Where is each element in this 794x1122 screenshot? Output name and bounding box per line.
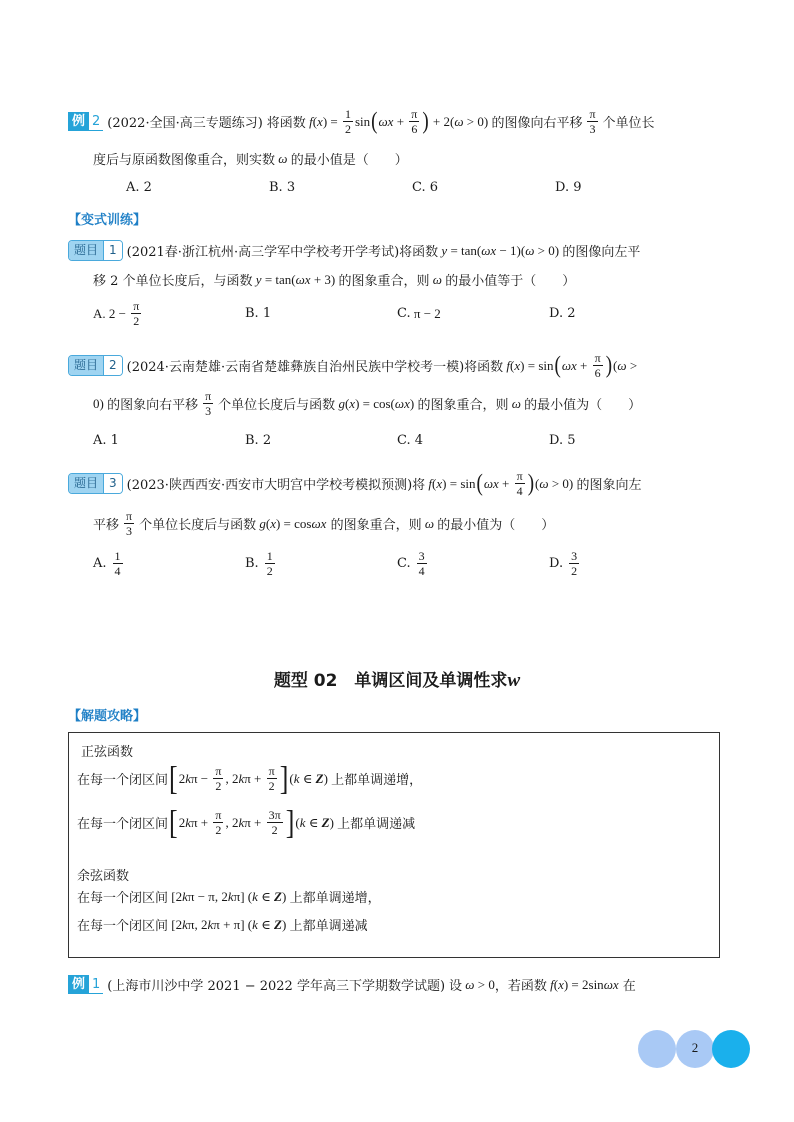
option-d: D. 2 — [549, 306, 576, 321]
option-b: B. 3 — [269, 180, 296, 195]
cosine-title: 余弦函数 — [77, 869, 130, 884]
section-title: 题型 02 单调区间及单调性求w — [273, 670, 521, 691]
example-1-line-1: 例 1 (上海市川沙中学 2021 − 2022 学年高三下学期数学试题) 设 ω > 0 ，若函数 f ( x ) = 2sin ωx 在 — [68, 975, 636, 994]
footer-circle-left — [638, 1030, 676, 1068]
option-a: A. 2 − $\frac{\pi}{2}$ — [93, 299, 140, 328]
option-b: B. $\frac{1}{2}$ — [245, 549, 273, 578]
cosine-decreasing-line: 在每一个闭区间 [2 k π, 2 k π + π] ( k ∈ Z ) 上都单调递减 — [77, 916, 368, 934]
strategy-heading: 【解题攻略】 — [68, 709, 147, 724]
question-1-line-1: 题目 1 (2021春·浙江杭州·高三学军中学校考开学考试) 将函数 y = tan( ωx − 1)( ω > 0) 的图像向左平 — [68, 240, 640, 261]
question-3-options — [93, 550, 701, 577]
option-a: A. 2 — [126, 180, 152, 195]
option-d: D. 5 — [549, 433, 576, 448]
question-badge: 题目 2 — [68, 355, 123, 376]
example-badge: 例 1 — [68, 975, 103, 994]
variant-training-heading: 【变式训练】 — [68, 213, 147, 228]
example-source: (2022·全国·高三专题练习) — [107, 116, 263, 131]
question-2-options — [93, 433, 701, 448]
question-badge: 题目 1 — [68, 240, 123, 261]
question-2-line-2: 0) 的图象向右平移 $\frac{\pi}{3}$ 个单位长度后与函数 g ( x ) = cos( ωx ) 的图象重合，则 ω 的最小值为（ ） — [93, 389, 642, 418]
option-c: C. $\frac{3}{4}$ — [397, 549, 425, 578]
example-2-line-2: 度后与原函数图像重合，则实数 ω 的最小值是（ ） — [93, 150, 408, 168]
question-3-line-1: 题目 3 (2023·陕西西安·西安市大明宫中学校考模拟预测) 将 f ( x ) = sin ( ωx + $\frac{\pi}{4}$ ) ( ω > 0) 的图象向左 — [68, 470, 642, 497]
question-2-line-1: 题目 2 (2024·云南楚雄·云南省楚雄彝族自治州民族中学校考一模) 将函数 f ( x ) = sin ( ωx + $\frac{\pi}{6}$ ) ( ω > — [68, 352, 637, 379]
sine-decreasing-line: 在每一个闭区间 [ 2 k π + $\frac{\pi}{2}$ , 2 k π + $\frac{3\pi}{2}$ ] ( k ∈ Z ) 上都单调递减 — [77, 803, 416, 841]
sine-title: 正弦函数 — [81, 745, 134, 760]
question-3-line-2: 平移 $\frac{\pi}{3}$ 个单位长度后与函数 g ( x ) = cos ωx 的图象重合，则 ω 的最小值为（ ） — [93, 509, 555, 538]
option-c: C. 4 — [397, 433, 424, 448]
example-2-line-1: 例 2 (2022·全国·高三专题练习) 将函数 f ( x ) = $\frac{1}{2}$ sin ( ωx + $\frac{\pi}{6}$ ) + 2( ω > 0) 的图像向右平移 $\frac{\pi}{3}$ 个单位长 — [68, 108, 655, 135]
option-c: C. π − 2 — [397, 305, 441, 321]
question-1-options — [93, 300, 701, 327]
page-number: 2 — [691, 1040, 699, 1055]
example-badge: 例 2 — [68, 112, 103, 131]
question-1-line-2: 移 2 个单位长度后，与函数 y = tan( ωx + 3) 的图象重合，则 ω 的最小值等于（ ） — [93, 271, 576, 289]
cosine-increasing-line: 在每一个闭区间 [2 k π − π, 2 k π] ( k ∈ Z ) 上都单调递增， — [77, 888, 381, 906]
strategy-box — [68, 732, 720, 958]
option-b: B. 1 — [245, 306, 272, 321]
footer-circle-right — [712, 1030, 750, 1068]
sine-increasing-line: 在每一个闭区间 [ 2 k π − $\frac{\pi}{2}$ , 2 k π + $\frac{\pi}{2}$ ] ( k ∈ Z ) 上都单调递增， — [77, 759, 423, 797]
math-fx: f — [305, 113, 313, 129]
option-d: D. $\frac{3}{2}$ — [549, 549, 578, 578]
option-b: B. 2 — [245, 433, 272, 448]
question-badge: 题目 3 — [68, 473, 123, 494]
example-2-options — [126, 180, 698, 195]
option-d: D. 9 — [555, 180, 582, 195]
option-a: A. 1 — [93, 433, 119, 448]
option-c: C. 6 — [412, 180, 439, 195]
option-a: A. $\frac{1}{4}$ — [93, 549, 121, 578]
